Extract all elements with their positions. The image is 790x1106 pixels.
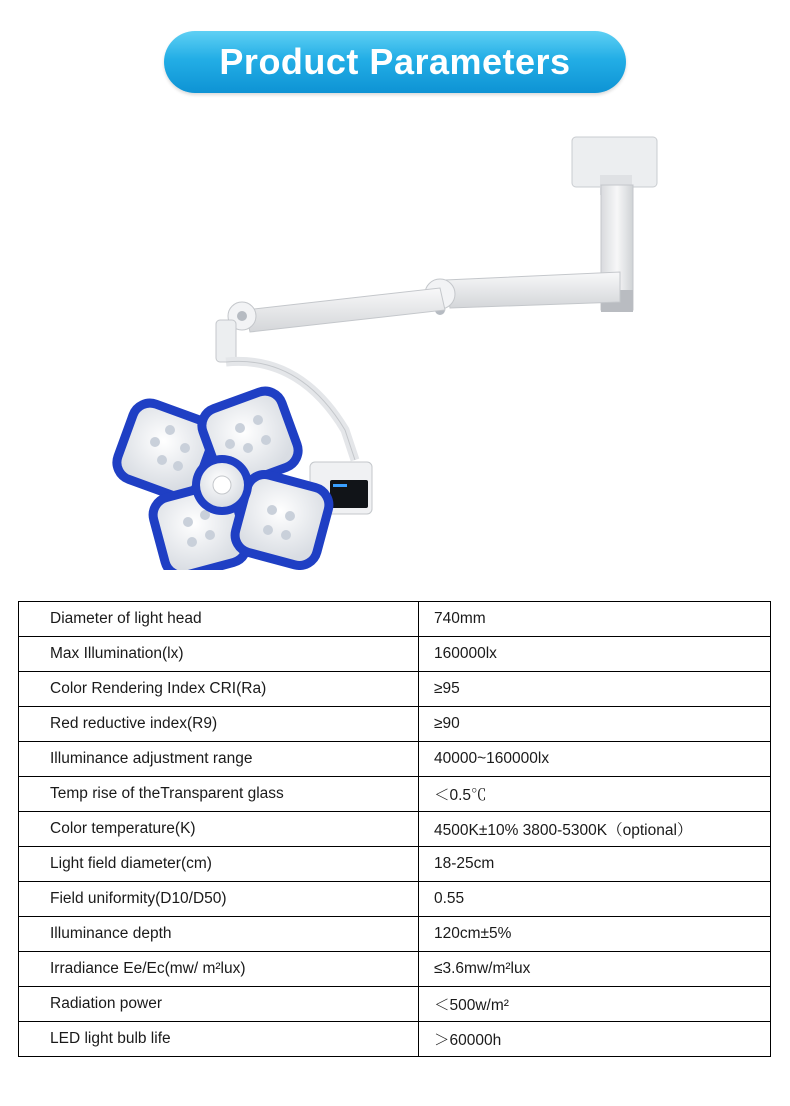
table-row <box>19 672 771 707</box>
parameter-label: Max Illumination(lx) <box>19 637 419 672</box>
parameter-value: ＜0.5℃ <box>419 777 771 812</box>
table-row <box>19 1022 771 1057</box>
table-row <box>19 777 771 812</box>
parameter-label: Diameter of light head <box>19 602 419 637</box>
parameter-value: 4500K±10% 3800-5300K（optional） <box>419 812 771 847</box>
parameter-value: 18-25cm <box>419 847 771 882</box>
table-row <box>19 637 771 672</box>
parameter-label: Color temperature(K) <box>19 812 419 847</box>
table-row <box>19 602 771 637</box>
table-row <box>19 707 771 742</box>
parameter-label: Red reductive index(R9) <box>19 707 419 742</box>
table-row <box>19 917 771 952</box>
parameter-label: LED light bulb life <box>19 1022 419 1057</box>
parameter-value: ＞60000h <box>419 1022 771 1057</box>
table-row <box>19 847 771 882</box>
parameter-label: Irradiance Ee/Ec(mw/ m²lux) <box>19 952 419 987</box>
parameter-label: Field uniformity(D10/D50) <box>19 882 419 917</box>
page-title: Product Parameters <box>219 41 571 82</box>
parameter-label: Illuminance depth <box>19 917 419 952</box>
table-row <box>19 952 771 987</box>
surgical-lamp-icon <box>100 130 700 570</box>
parameters-table <box>18 601 771 1057</box>
parameter-value: ≤3.6mw/m²lux <box>419 952 771 987</box>
parameter-label: Light field diameter(cm) <box>19 847 419 882</box>
parameter-label: Illuminance adjustment range <box>19 742 419 777</box>
table-row <box>19 812 771 847</box>
parameter-label: Temp rise of theTransparent glass <box>19 777 419 812</box>
parameter-value: 160000lx <box>419 637 771 672</box>
table-row <box>19 742 771 777</box>
table-row <box>19 987 771 1022</box>
parameter-label: Radiation power <box>19 987 419 1022</box>
parameter-value: 40000~160000lx <box>419 742 771 777</box>
parameter-value: ≥95 <box>419 672 771 707</box>
parameter-label: Color Rendering Index CRI(Ra) <box>19 672 419 707</box>
parameter-value: ＜500w/m² <box>419 987 771 1022</box>
parameter-value: ≥90 <box>419 707 771 742</box>
table-row <box>19 882 771 917</box>
parameter-value: 120cm±5% <box>419 917 771 952</box>
title-banner <box>164 31 626 93</box>
parameter-value: 740mm <box>419 602 771 637</box>
parameter-value: 0.55 <box>419 882 771 917</box>
